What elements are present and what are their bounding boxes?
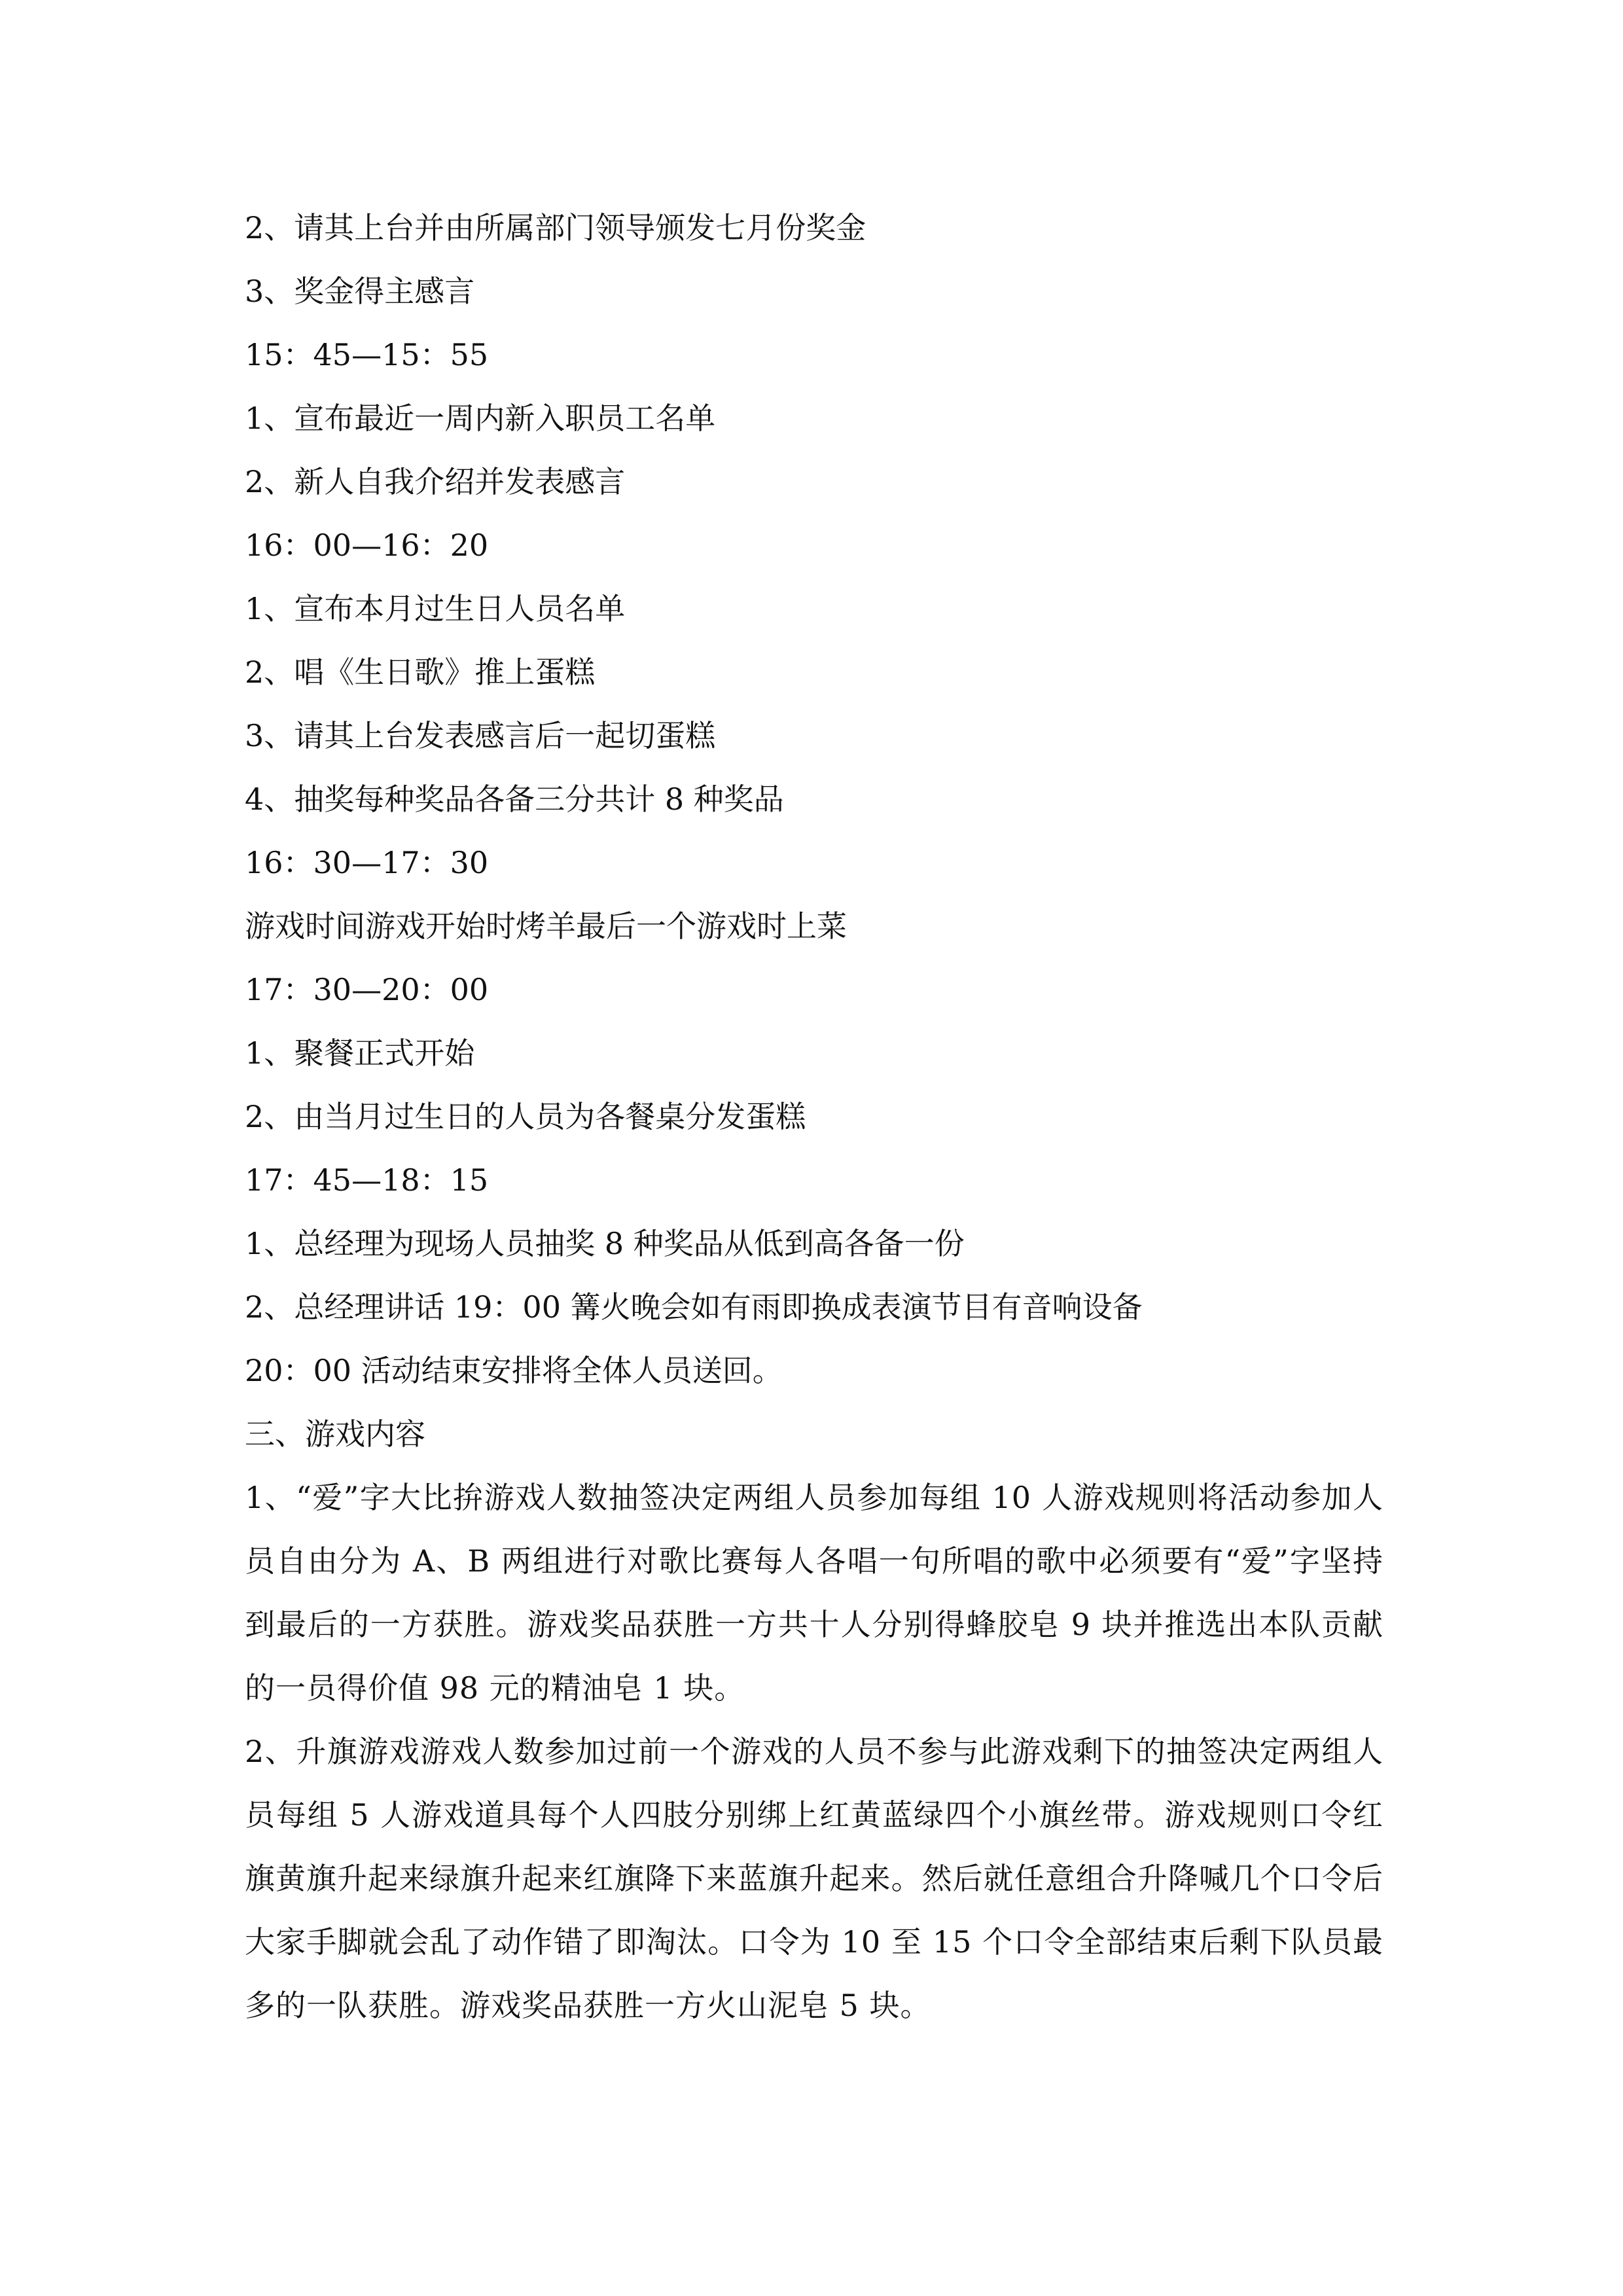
- game-paragraph-flag: 2、升旗游戏游戏人数参加过前一个游戏的人员不参与此游戏剩下的抽签决定两组人员每组 5 人游戏道具每个人四肢分别绑上红黄蓝绿四个小旗丝带。游戏规则口令红旗黄旗升起来绿旗升起来红旗降下来蓝旗升起来。然后就任意组合升降喊几个口令后大家手脚就会乱了动作错了即淘汰。口令为 10 至 15 个口令全部结束后剩下队员最多的一队获胜。游戏奖品获胜一方火山泥皂 5 块。: [245, 1734, 1383, 2023]
- time-heading: 16：00—16：20: [245, 528, 489, 563]
- text-line: 2、由当月过生日的人员为各餐桌分发蛋糕: [245, 1099, 806, 1134]
- time-heading: 17：45—18：15: [245, 1162, 489, 1198]
- text-line: 3、奖金得主感言: [245, 274, 475, 309]
- time-heading: 17：30—20：00: [245, 972, 489, 1007]
- time-heading: 15：45—15：55: [245, 337, 489, 372]
- text-line: 2、请其上台并由所属部门领导颁发七月份奖金: [245, 210, 866, 245]
- text-line: 1、聚餐正式开始: [245, 1035, 475, 1071]
- text-line: 3、请其上台发表感言后一起切蛋糕: [245, 718, 716, 753]
- game-paragraph-love: 1、“爱”字大比拚游戏人数抽签决定两组人员参加每组 10 人游戏规则将活动参加人员自由分为 A、B 两组进行对歌比赛每人各唱一句所唱的歌中必须要有“爱”字坚持到最后的一方获胜。游戏奖品获胜一方共十人分别得蜂胶皂 9 块并推选出本队贡献的一员得价值 98 元的精油皂 1 块。: [245, 1480, 1383, 1706]
- time-heading: 16：30—17：30: [245, 845, 489, 880]
- text-line: 2、唱《生日歌》推上蛋糕: [245, 655, 596, 690]
- text-line: 2、新人自我介绍并发表感言: [245, 464, 626, 499]
- text-line: 游戏时间游戏开始时烤羊最后一个游戏时上菜: [245, 908, 847, 944]
- section-heading: 三、游戏内容: [245, 1416, 425, 1452]
- text-line: 4、抽奖每种奖品各备三分共计 8 种奖品: [245, 781, 784, 817]
- document-body: [245, 196, 1383, 2037]
- text-line: 1、总经理为现场人员抽奖 8 种奖品从低到高各备一份: [245, 1226, 965, 1261]
- text-line: 2、总经理讲话 19：00 篝火晚会如有雨即换成表演节目有音响设备: [245, 1289, 1143, 1325]
- text-line: 20：00 活动结束安排将全体人员送回。: [245, 1353, 783, 1388]
- text-line: 1、宣布最近一周内新入职员工名单: [245, 401, 716, 436]
- text-line: 1、宣布本月过生日人员名单: [245, 591, 626, 626]
